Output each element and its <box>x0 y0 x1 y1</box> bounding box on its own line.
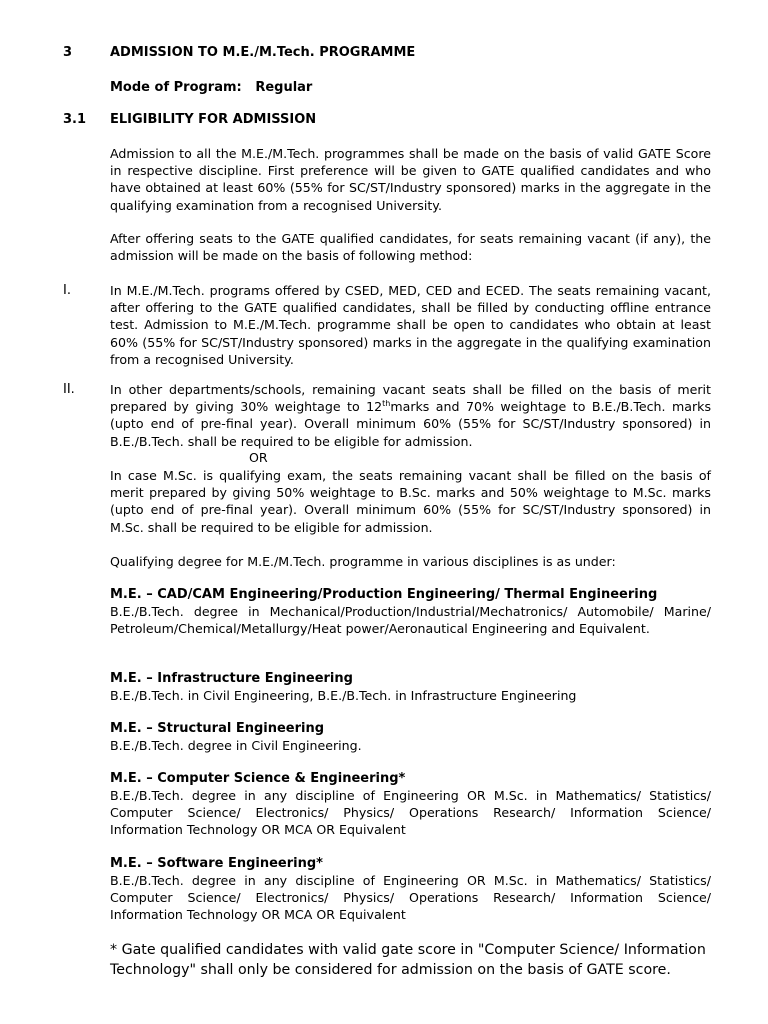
intro-paragraph: Admission to all the M.E./M.Tech. programmes shall be made on the basis of valid GATE Score in respective discipline. First preference will be given to GATE qualified candidates and who have obtained at least 60% (55% for SC/ST/Industry sponsored) marks in the aggregate in the qualifying examination from a recognised University. <box>110 146 711 213</box>
programme-title-3: M.E. – Structural Engineering <box>110 721 325 736</box>
item-text-2 <box>110 381 711 450</box>
section-number: 3 <box>63 45 73 60</box>
footnote: * Gate qualified candidates with valid gate score in "Computer Science/ Information Technology" shall only be considered for admission on the basis of GATE score. <box>110 942 706 978</box>
mode-value: Regular <box>255 80 313 95</box>
programme-title-2: M.E. – Infrastructure Engineering <box>110 671 353 686</box>
programme-title-5: M.E. – Software Engineering* <box>110 856 323 871</box>
section-title: ADMISSION TO M.E./M.Tech. PROGRAMME <box>110 45 416 60</box>
after-paragraph: After offering seats to the GATE qualified candidates, for seats remaining vacant (if any), the admission will be made on the basis of following method: <box>110 231 711 264</box>
programme-text-5: B.E./B.Tech. degree in any discipline of Engineering OR M.Sc. in Mathematics/ Statistics/ Computer Science/ Electronics/ Physics/ Operations Research/ Information Science/ Information Technology OR MCA OR Equivalent <box>110 873 711 923</box>
programme-text-4: B.E./B.Tech. degree in any discipline of Engineering OR M.Sc. in Mathematics/ Statistics/ Computer Science/ Electronics/ Physics/ Operations Research/ Information Science/ Information Technology OR MCA OR Equivalent <box>110 788 711 838</box>
subsection-title: ELIGIBILITY FOR ADMISSION <box>110 112 317 127</box>
programme-text-2: B.E./B.Tech. in Civil Engineering, B.E./B.Tech. in Infrastructure Engineering <box>110 688 577 703</box>
subsection-number: 3.1 <box>63 112 87 127</box>
item-text-2-part2: marks and 70% weightage to B.E./B.Tech. marks (upto end of pre-final year). Overall minimum 60% (55% for SC/ST/Industry sponsored) in B.E./B.Tech. shall be required to be eligible for admission. <box>110 399 712 449</box>
item-text-2-alt: In case M.Sc. is qualifying exam, the seats remaining vacant shall be filled on the basis of merit prepared by giving 50% weightage to B.Sc. marks and 50% weightage to M.Sc. marks (upto end of pre-final year). Overall minimum 60% (55% for SC/ST/Industry sponsored) in M.Sc. shall be required to be eligible for admission. <box>110 468 711 535</box>
item-marker-1: I. <box>63 283 71 298</box>
qualifying-intro: Qualifying degree for M.E./M.Tech. programme in various disciplines is as under: <box>110 554 616 569</box>
mode-of-program <box>110 79 312 96</box>
programme-title-4: M.E. – Computer Science & Engineering* <box>110 771 406 786</box>
item-marker-2: II. <box>63 382 75 397</box>
programme-title-1: M.E. – CAD/CAM Engineering/Production Engineering/ Thermal Engineering <box>110 587 658 602</box>
superscript-th: th <box>382 399 391 409</box>
item-text-2-part1: In other departments/schools, remaining vacant seats shall be filled on the basis of merit prepared by giving 30% weightage to 12 <box>110 382 711 415</box>
or-separator: OR <box>249 450 268 465</box>
mode-label: Mode of Program: <box>110 80 242 95</box>
programme-text-3: B.E./B.Tech. degree in Civil Engineering. <box>110 738 362 753</box>
programme-text-1: B.E./B.Tech. degree in Mechanical/Production/Industrial/Mechatronics/ Automobile/ Marine/ Petroleum/Chemical/Metallurgy/Heat power/Aeronautical Engineering and Equivalent. <box>110 604 711 637</box>
item-text-1: In M.E./M.Tech. programs offered by CSED, MED, CED and ECED. The seats remaining vacant, after offering to the GATE qualified candidates, shall be filled by conducting offline entrance test. Admission to M.E./M.Tech. programme shall be open to candidates who obtain at least 60% (55% for SC/ST/Industry sponsored) marks in the aggregate in the qualifying examination from a recognised University. <box>110 283 711 367</box>
